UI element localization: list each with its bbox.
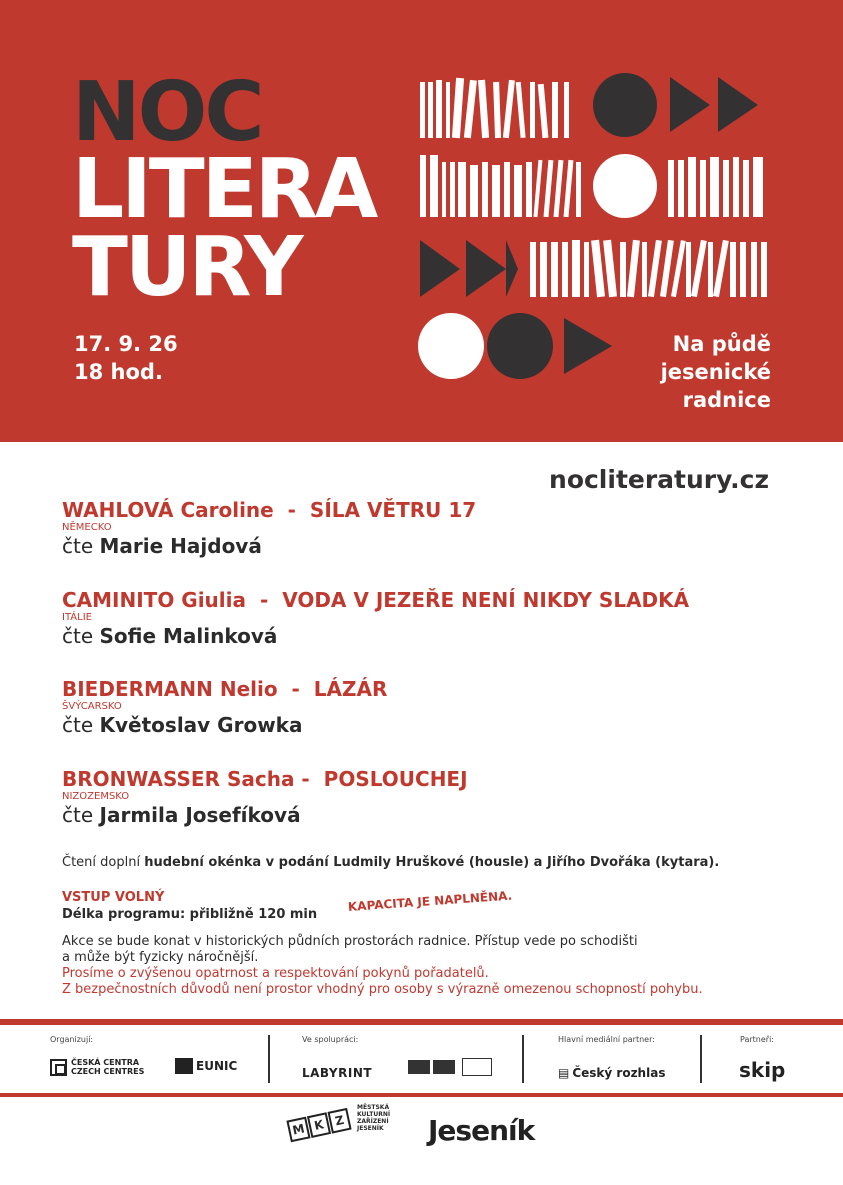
author-name: CAMINITO Giulia xyxy=(62,588,247,612)
venue-line-1: Na půdě xyxy=(672,332,771,356)
venue-line-2: jesenické xyxy=(660,360,771,384)
labyrint-text: LABYRINT xyxy=(302,1066,373,1080)
jesenik-logo: Jeseník xyxy=(428,1114,535,1147)
partner-divider xyxy=(522,1035,524,1083)
eu-commission-icon xyxy=(462,1058,492,1076)
eunic-icon xyxy=(175,1058,193,1074)
info-warning-2: Z bezpečnostních důvodů není prostor vhodný pro osoby s výrazně omezenou schopností pohybu. xyxy=(62,982,703,997)
organizers-label: Organizují: xyxy=(50,1035,94,1044)
reader-name: Květoslav Growka xyxy=(99,713,303,737)
country-label: NĚMECKO xyxy=(62,522,112,533)
reads-label: čte xyxy=(62,803,94,827)
mkz-mark xyxy=(286,1108,352,1143)
reading-heading xyxy=(62,498,476,522)
skip-text: skip xyxy=(739,1058,786,1082)
reader-line xyxy=(62,803,468,827)
skip-logo xyxy=(739,1058,785,1082)
reader-line xyxy=(62,624,689,648)
mkz-caption-line: KULTURNÍ xyxy=(357,1111,391,1118)
country-label: ŠVÝCARSKO xyxy=(62,701,122,712)
cooperation-label: Ve spolupráci: xyxy=(302,1035,359,1044)
rozhlas-logo xyxy=(558,1066,665,1080)
venue-info xyxy=(62,934,762,998)
separator: - xyxy=(301,767,310,791)
mkz-caption-line: ZAŘÍZENÍ xyxy=(357,1118,389,1125)
info-line-1: Akce se bude konat v historických půdních prostorách radnice. Přístup vede po schodišti xyxy=(62,934,638,949)
book-title: LÁZÁR xyxy=(313,677,388,701)
mkz-logo xyxy=(288,1104,407,1138)
capacity-full-label: KAPACITA JE NAPLNĚNA. xyxy=(347,888,513,914)
book-title: SÍLA VĚTRU 17 xyxy=(309,498,477,522)
program-duration: Délka programu: přibližně 120 min xyxy=(62,907,318,922)
author-name: BRONWASSER Sacha xyxy=(62,767,295,791)
eu-flag-icon xyxy=(408,1060,430,1074)
reading-item xyxy=(62,767,468,827)
reader-name: Marie Hajdová xyxy=(99,534,262,558)
reads-label: čte xyxy=(62,624,94,648)
music-note-bold: hudební okénka v podání Ludmily Hruškové (housle) a Jiřího Dvořáka (kytara). xyxy=(144,855,720,870)
music-note-prefix: Čtení doplní xyxy=(62,855,141,870)
info-line-2: a může být fyzicky náročnější. xyxy=(62,950,259,965)
author-name: WAHLOVÁ Caroline xyxy=(62,498,274,522)
czech-centres-line-1: ČESKÁ CENTRA xyxy=(71,1058,140,1067)
music-note xyxy=(62,855,719,870)
info-warning-1: Prosíme o zvýšenou opatrnost a respektování pokynů pořadatelů. xyxy=(62,966,489,981)
free-entry-label: VSTUP VOLNÝ xyxy=(62,890,165,905)
eunic-logo xyxy=(175,1058,237,1074)
book-title: POSLOUCHEJ xyxy=(323,767,468,791)
reader-line xyxy=(62,534,476,558)
eunic-text: EUNIC xyxy=(196,1059,238,1073)
reading-heading xyxy=(62,677,387,701)
title-line-3: TURY xyxy=(72,220,301,315)
event-venue xyxy=(661,330,771,414)
reading-heading xyxy=(62,767,468,791)
separator: - xyxy=(259,588,269,612)
mkz-letter: M xyxy=(286,1117,310,1143)
event-date-time xyxy=(74,330,178,386)
separator: - xyxy=(287,498,296,522)
author-name: BIEDERMANN Nelio xyxy=(62,677,278,701)
partner-divider xyxy=(268,1035,270,1083)
czech-centres-logo xyxy=(50,1058,144,1076)
reader-name: Sofie Malinková xyxy=(99,624,278,648)
eu-flag-icon xyxy=(433,1060,455,1074)
event-time: 18 hod. xyxy=(74,360,163,384)
country-label: NIZOZEMSKO xyxy=(62,791,130,802)
rozhlas-text: Český rozhlas xyxy=(572,1066,666,1080)
partners-label: Partneři: xyxy=(740,1035,774,1044)
partners-divider-top xyxy=(0,1019,843,1025)
mkz-caption xyxy=(357,1104,407,1132)
country-label: ITÁLIE xyxy=(62,612,92,623)
book-title: VODA V JEZEŘE NENÍ NIKDY SLADKÁ xyxy=(282,588,690,612)
labyrint-logo xyxy=(302,1066,372,1080)
partners-divider-bottom xyxy=(0,1093,843,1097)
eu-logo xyxy=(408,1058,492,1076)
partner-divider xyxy=(700,1035,702,1083)
czech-centres-icon xyxy=(50,1059,67,1076)
mkz-letter: K xyxy=(307,1112,331,1138)
title-line-2: LITERA xyxy=(72,142,376,237)
reads-label: čte xyxy=(62,534,94,558)
mkz-letter: Z xyxy=(327,1108,351,1134)
venue-line-3: radnice xyxy=(682,388,771,412)
hero-banner xyxy=(0,0,843,442)
separator: - xyxy=(291,677,300,701)
title-line-1: NOC xyxy=(72,65,262,160)
reader-line xyxy=(62,713,387,737)
czech-centres-line-2: CZECH CENTRES xyxy=(71,1067,145,1076)
rozhlas-icon: ▤ xyxy=(558,1066,570,1080)
event-date: 17. 9. 26 xyxy=(74,332,178,356)
reading-heading xyxy=(62,588,689,612)
mkz-caption-line: MĚSTSKÁ xyxy=(357,1104,390,1111)
website-link[interactable]: nocliteratury.cz xyxy=(549,465,769,494)
reading-item xyxy=(62,498,476,558)
reading-item xyxy=(62,677,387,737)
reads-label: čte xyxy=(62,713,94,737)
reader-name: Jarmila Josefíková xyxy=(99,803,301,827)
reading-item xyxy=(62,588,689,648)
mkz-caption-line: JESENÍK xyxy=(357,1125,384,1132)
media-partner-label: Hlavní mediální partner: xyxy=(558,1035,655,1044)
